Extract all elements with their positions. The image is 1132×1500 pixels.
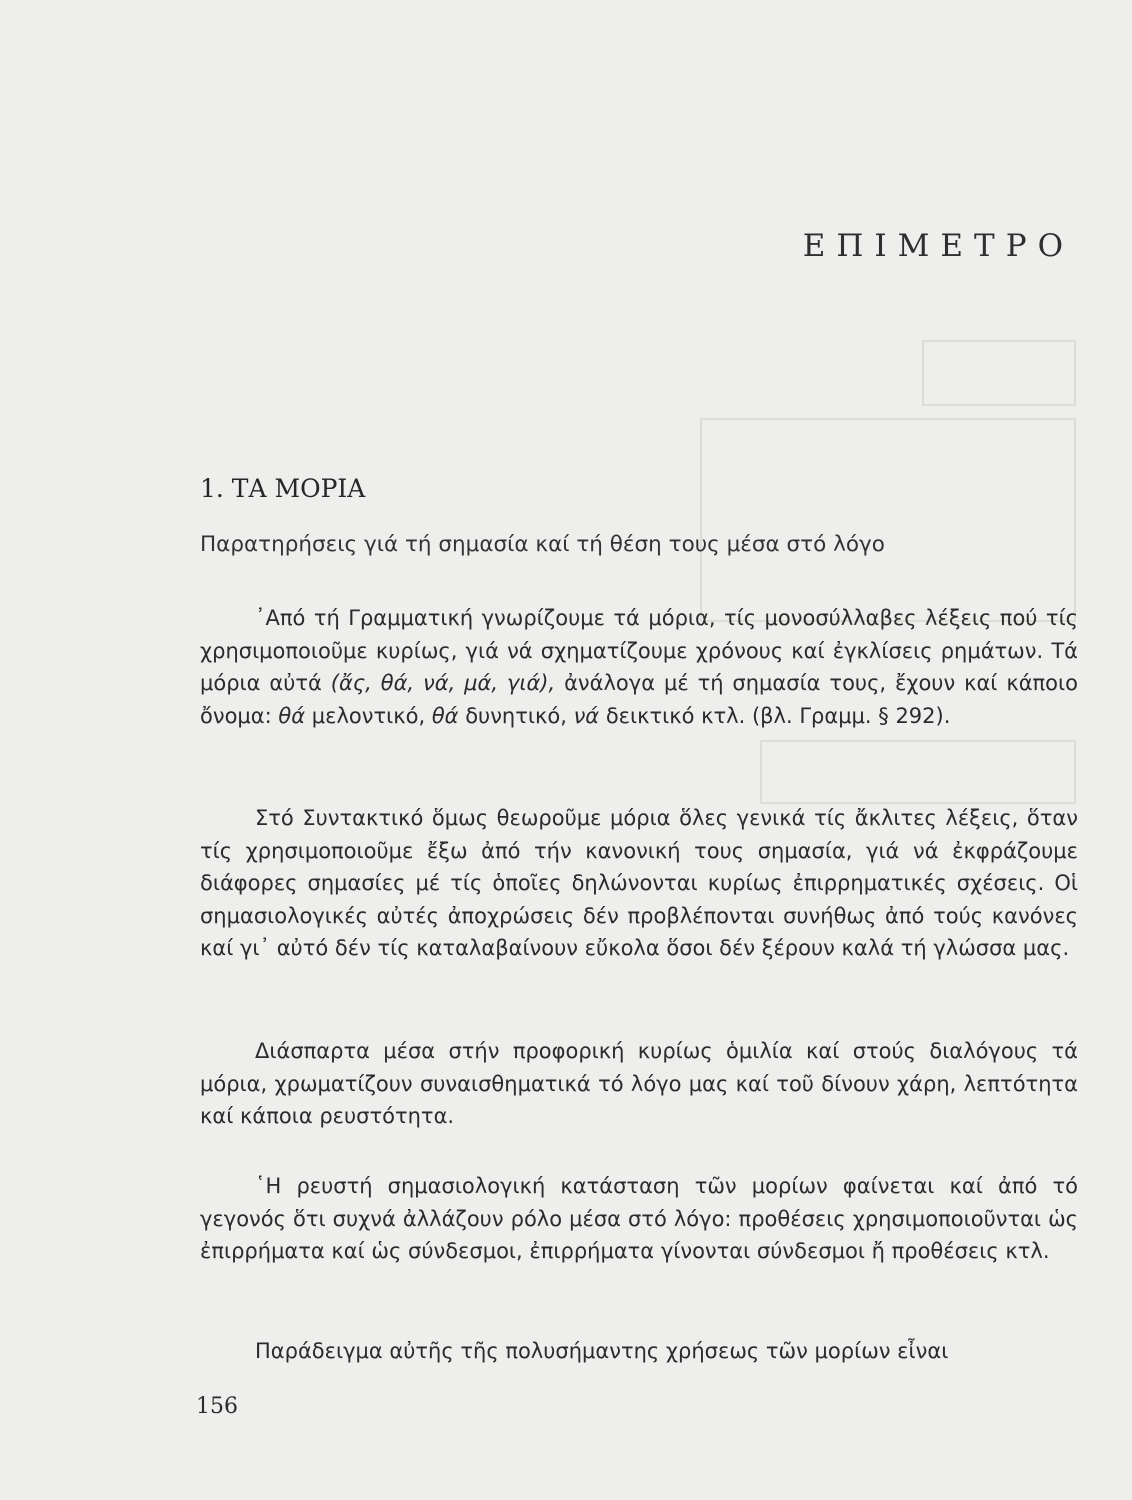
paragraph-1 [200,602,1078,732]
bleed-through-table [700,418,1076,622]
section-header: ΕΠΙΜΕΤΡΟ [802,228,1074,264]
page-number: 156 [196,1394,238,1419]
paragraph-1-tha-2: θά [431,703,459,728]
bleed-through-box [922,340,1076,406]
paragraph-1-text-c: ἀνάλογα μέ τή σημασία τους, ἔχουν καί κάποιο ὄνομα: [200,671,1078,728]
paragraph-1-text-a: ᾿Από τή Γραμματική γνωρίζουμε τά μόρια, τίς μονοσύλλαβες λέξεις πού τίς χρησιμοποιοῦμε κυρίως, γιά νά σχηματίζουμε χρόνους καί ἐγκλίσεις ρημάτων. Τά μόρια αὐτά [200,606,1078,695]
paragraph-3: Διάσπαρτα μέσα στήν προφορική κυρίως ὁμιλία καί στούς διαλόγους τά μόρια, χρωματίζουν συναισθηματικά τό λόγο μας καί τοῦ δίνουν χάρη, λεπτότητα καί κάποια ρευστότητα. [200,1039,1078,1128]
paragraph-4: ῾Η ρευστή σημασιολογική κατάσταση τῶν μορίων φαίνεται καί ἀπό τό γεγονός ὅτι συχνά ἀλλάζουν ρόλο μέσα στό λόγο: προθέσεις χρησιμοποιοῦνται ὡς ἐπιρρήματα καί ὡς σύνδεσμοι, ἐπιρρήματα γίνονται σύνδεσμοι ἤ προθέσεις κτλ. [200,1174,1078,1263]
paragraph-1-tha-1: θά [278,703,306,728]
paragraph-1-text-g: δυνητικό, [458,703,574,728]
chapter-subtitle: Παρατηρήσεις γιά τή σημασία καί τή θέση τους μέσα στό λόγο [200,532,885,557]
bleed-through-table-lower [760,740,1076,804]
chapter-title: 1. ΤΑ ΜΟΡΙΑ [200,474,366,503]
paragraph-2: Στό Συντακτικό ὅμως θεωροῦμε μόρια ὅλες γενικά τίς ἄκλιτες λέξεις, ὅταν τίς χρησιμοποιοῦμε ἔξω ἀπό τήν κανονική τους σημασία, γιά νά ἐκφράζουμε διάφορες σημασίες μέ τίς ὁποῖες δηλώνονται κυρίως ἐπιρρηματικές σχέσεις. Οἱ σημασιολογικές αὐτές ἀποχρώσεις δέν προβλέπονται συνήθως ἀπό τούς κανόνες καί γι᾿ αὐτό δέν τίς καταλαβαίνουν εὔκολα ὅσοι δέν ξέρουν καλά τή γλώσσα μας. [200,806,1078,960]
paragraph-1-na: νά [573,703,600,728]
paragraph-5: Παράδειγμα αὐτῆς τῆς πολυσήμαντης χρήσεως τῶν μορίων εἶναι [255,1339,949,1363]
paragraph-1-text-e: μελοντικό, [305,703,432,728]
paragraph-1-particles: (ἄς, θά, νά, μά, γιά), [330,671,556,695]
paragraph-1-text-i: δεικτικό κτλ. (βλ. Γραμμ. § 292). [599,703,951,728]
